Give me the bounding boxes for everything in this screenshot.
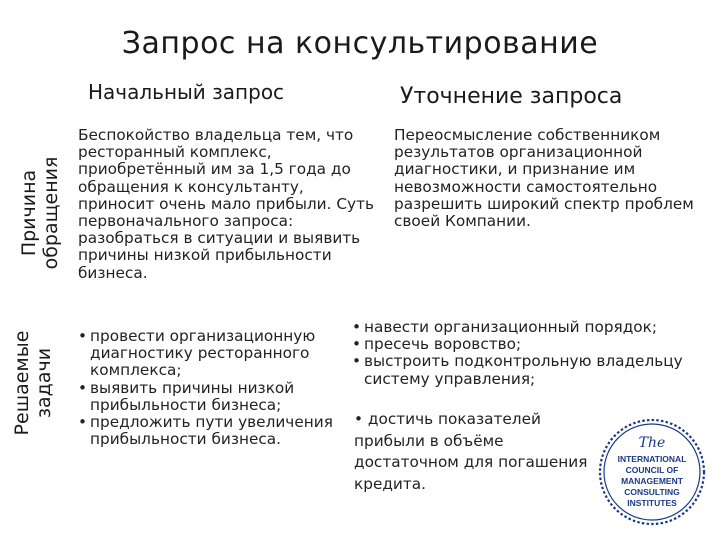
reason-initial-text: Беспокойство владельца тем, что ресторанный комплекс, приобретённый им за 1,5 года до обращения к консультанту, приносит очень мало прибыли. Суть первоначального запроса: разобраться в ситуации и выявить причины низкой прибыльности бизнеса. [78,126,375,282]
tasks-refined-list [352,319,712,388]
tasks-refined-extra: • достичь показателей прибыли в объёме достаточном для погашения кредита. [354,410,588,493]
icmci-logo-seal [598,418,706,526]
page-title: Запрос на консультирование [121,26,599,61]
row-label-tasks-line2: задачи [33,347,55,419]
svg-text:INTERNATIONAL: INTERNATIONAL [617,454,687,464]
list-item: • провести организационную диагностику ресторанного комплекса; [78,328,340,380]
icmci-seal-icon [598,418,706,526]
row-label-reason [18,118,64,308]
tasks-initial-list [78,328,340,448]
list-item: • выстроить подконтрольную владельцу систему управления; [352,353,712,387]
svg-text:The: The [638,435,666,451]
list-item: • навести организационный порядок; [352,319,712,336]
column-header-initial-request: Начальный запрос [88,80,285,104]
column-header-refined-request: Уточнение запроса [400,84,623,109]
reason-refined-text: Переосмысление собственником результатов организационной диагностики, и признание им невозможности самостоятельно разрешить широкий спектр проблем своей Компании. [394,126,694,231]
list-item: • выявить причины низкой прибыльности бизнеса; [78,380,340,414]
svg-text:MANAGEMENT: MANAGEMENT [621,476,683,486]
svg-text:INSTITUTES: INSTITUTES [627,498,677,508]
row-label-reason-line1: Причина [18,169,40,257]
row-label-tasks [11,285,57,481]
list-item: • предложить пути увеличения прибыльности бизнеса. [78,414,340,448]
svg-text:COUNCIL OF: COUNCIL OF [625,465,679,475]
svg-text:CONSULTING: CONSULTING [624,487,680,497]
row-label-tasks-line1: Решаемые [11,330,33,436]
row-label-reason-line2: обращения [40,156,62,270]
list-item: • пресечь воровство; [352,336,712,353]
